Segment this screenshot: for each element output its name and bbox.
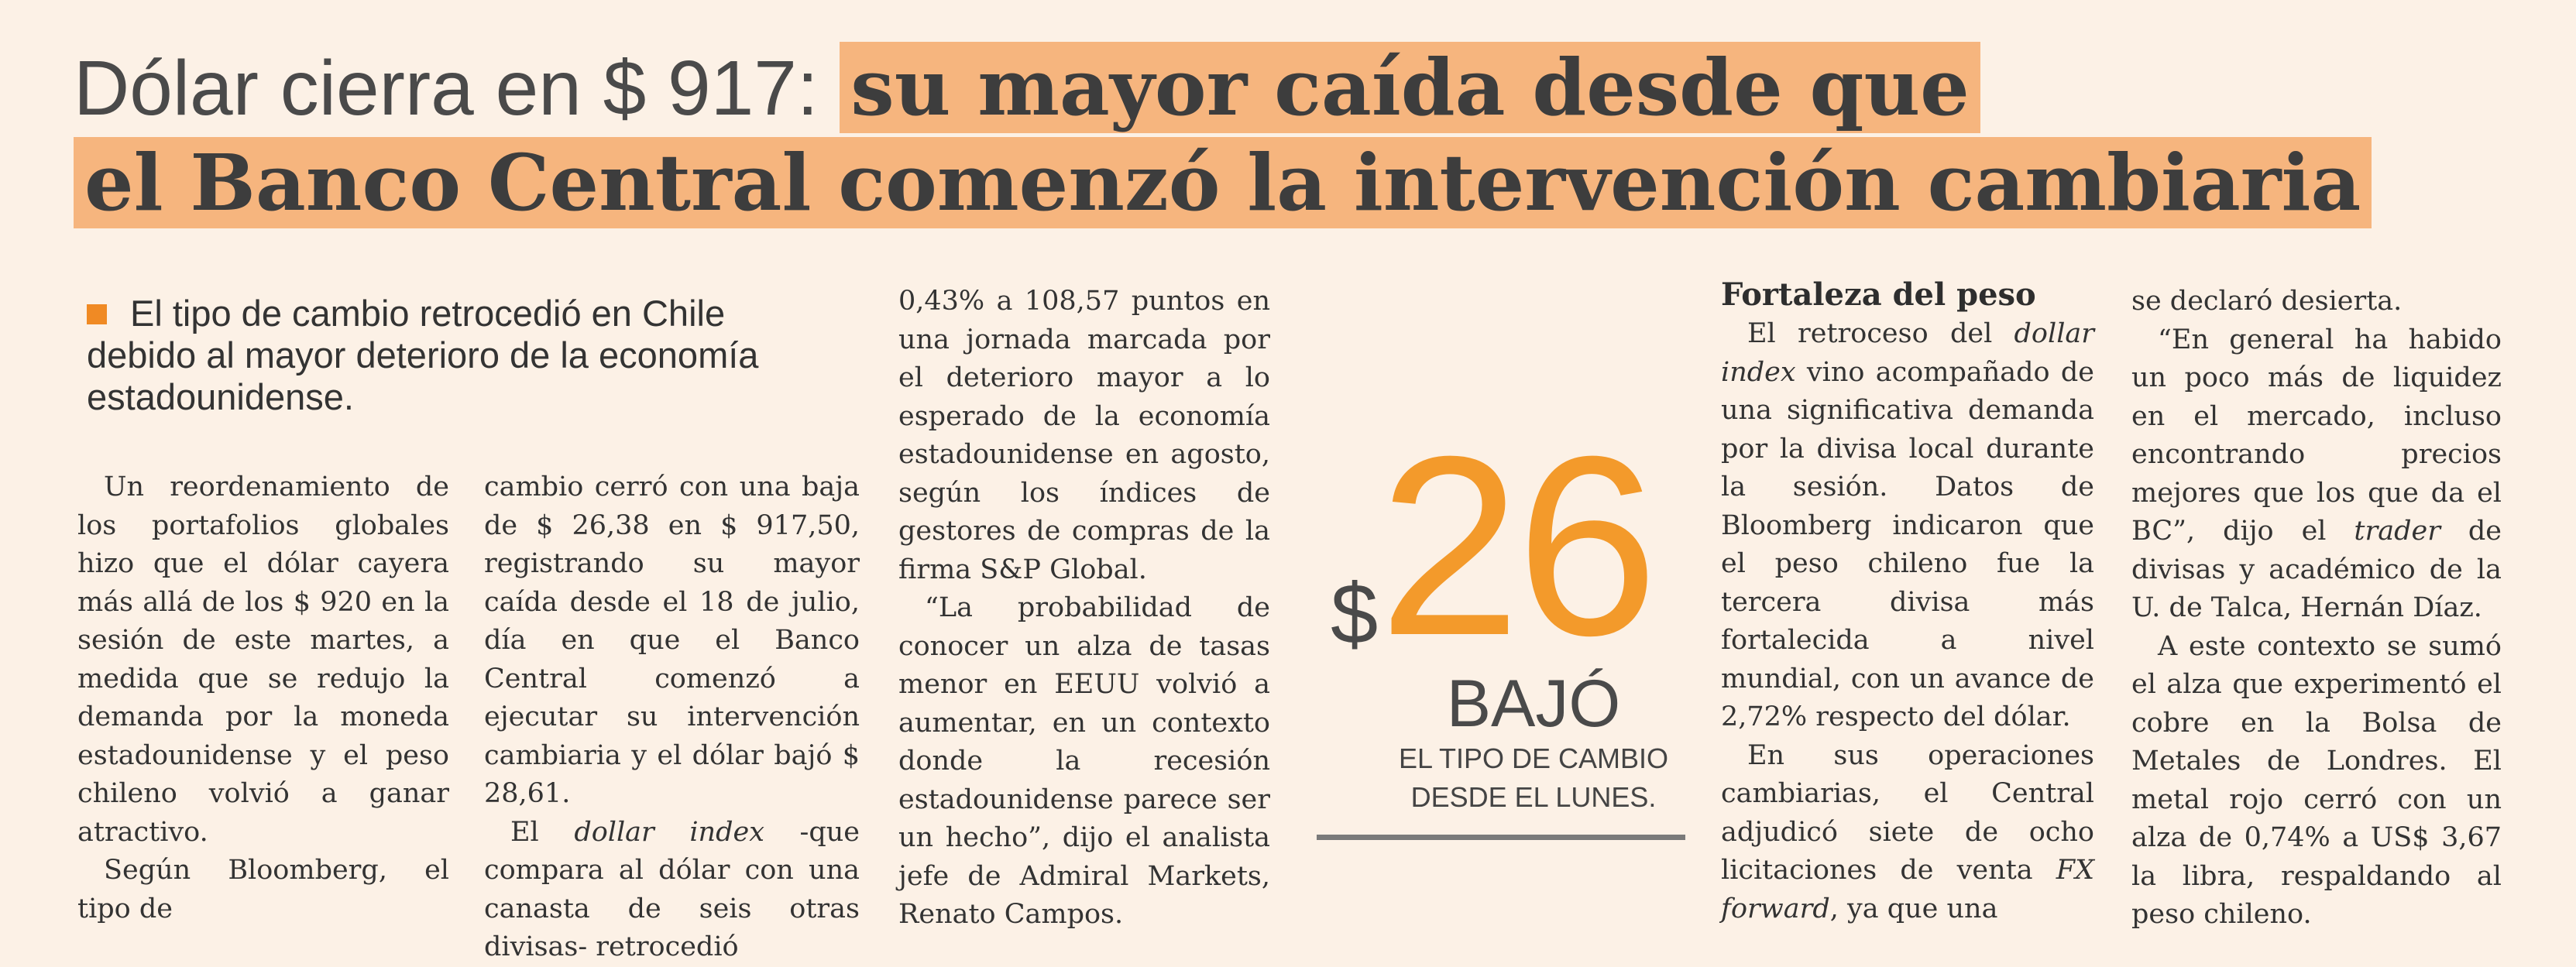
col2-paragraph-2 <box>484 814 860 967</box>
col5-p2-em: trader <box>2354 516 2440 547</box>
highlight-number: 26 <box>1379 403 1654 688</box>
lead-text: El tipo de cambio retrocedió en Chile debido al mayor deterioro de la economía estadounidense. <box>87 293 759 417</box>
column-5 <box>2131 283 2502 934</box>
col4-p2-em: FX forward <box>1721 855 2094 924</box>
col2-p2-pre: El <box>510 816 575 848</box>
col5-paragraph-3: A este contexto se sumó el alza que experimentó el cobre en la Bolsa de Metales de Londres. El metal rojo cerró con un alza de 0,74% a US$ 3,67 la libra, respaldando al peso chileno. <box>2131 630 2502 930</box>
col2-paragraph-1: cambio cerró con una baja de $ 26,38 en $ 917,50, registrando su mayor caída desde el 18 de julio, día en que el Banco Central comenzó a ejecutar su intervención cambiaria y el dólar bajó $ 28,61. <box>484 471 860 809</box>
col3-paragraph-1: 0,43% a 108,57 puntos en una jornada marcada por el deterioro mayor a lo esperado de la economía estadounidense en agosto, según los índices de gestores de compras de la firma S&P Global. <box>898 286 1270 585</box>
column-3 <box>898 283 1270 934</box>
col4-paragraph-2 <box>1721 737 2094 929</box>
column-2 <box>484 468 860 967</box>
lead-summary <box>87 293 830 418</box>
col4-p2-pre: En sus operaciones cambiarias, el Central adjudicó siete de ocho licitaciones de venta <box>1721 739 2094 886</box>
col5-paragraph-1: se declaró desierta. <box>2131 286 2403 317</box>
highlight-rule <box>1317 835 1685 840</box>
highlight-figure <box>1317 403 1750 813</box>
col4-p1-em: dollar index <box>1721 318 2094 388</box>
col1-paragraph-2: Según Bloomberg, el tipo de <box>77 855 449 924</box>
col5-p2-pre: “En general ha habido un poco más de liquidez en el mercado, incluso encontrando precios mejores que los que da el BC”, dijo el <box>2131 324 2502 547</box>
col4-p1-pre: El retroceso del <box>1747 318 2014 349</box>
column-4 <box>1721 275 2094 928</box>
col2-p2-post: -que compara al dólar con una canasta de seis otras divisas- retrocedió <box>484 816 860 962</box>
highlight-caption-line2: DESDE EL LUNES. <box>1410 781 1657 813</box>
col4-paragraph-1 <box>1721 315 2094 737</box>
highlight-caption <box>1317 739 1750 817</box>
bullet-square-icon <box>87 304 107 324</box>
highlight-dollar: $ <box>1331 567 1379 662</box>
col2-p2-em: dollar index <box>574 816 764 848</box>
col4-p1-post: vino acompañado de una significativa demanda por la divisa local durante la sesión. Datos de Bloomberg indicaron que el peso chileno fue la tercera divisa más fortalecida a nivel mundial, con un avance de 2,72% respecto del dólar. <box>1721 356 2094 732</box>
col4-p2-post: , ya que una <box>1829 893 1998 924</box>
headline <box>74 40 2513 231</box>
col3-paragraph-2: “La probabilidad de conocer un alza de tasas menor en EEUU volvió a aumentar, en un contexto donde la recesión estadounidense parece ser un hecho”, dijo el analista jefe de Admiral Markets, Renato Campos. <box>898 592 1270 930</box>
highlight-verb: BAJÓ <box>1446 667 1621 741</box>
highlight-caption-line1: EL TIPO DE CAMBIO <box>1398 742 1669 774</box>
headline-highlight-line2: el Banco Central comenzó la intervención cambiaria <box>74 137 2372 228</box>
col1-paragraph-1: Un reordenamiento de los portafolios globales hizo que el dólar cayera más allá de los $ 920 en la sesión de este martes, a medida que se redujo la demanda por la moneda estadounidense y el peso chileno volvió a ganar atractivo. <box>77 471 449 848</box>
headline-highlight-line1: su mayor caída desde que <box>840 42 1980 133</box>
headline-part1: Dólar cierra en $ 917: <box>74 45 840 132</box>
column-1 <box>77 468 449 928</box>
col5-paragraph-2 <box>2131 321 2502 628</box>
subheading: Fortaleza del peso <box>1721 276 2036 313</box>
col5-p2-post: de divisas y académico de la U. de Talca, Hernán Díaz. <box>2131 516 2502 623</box>
